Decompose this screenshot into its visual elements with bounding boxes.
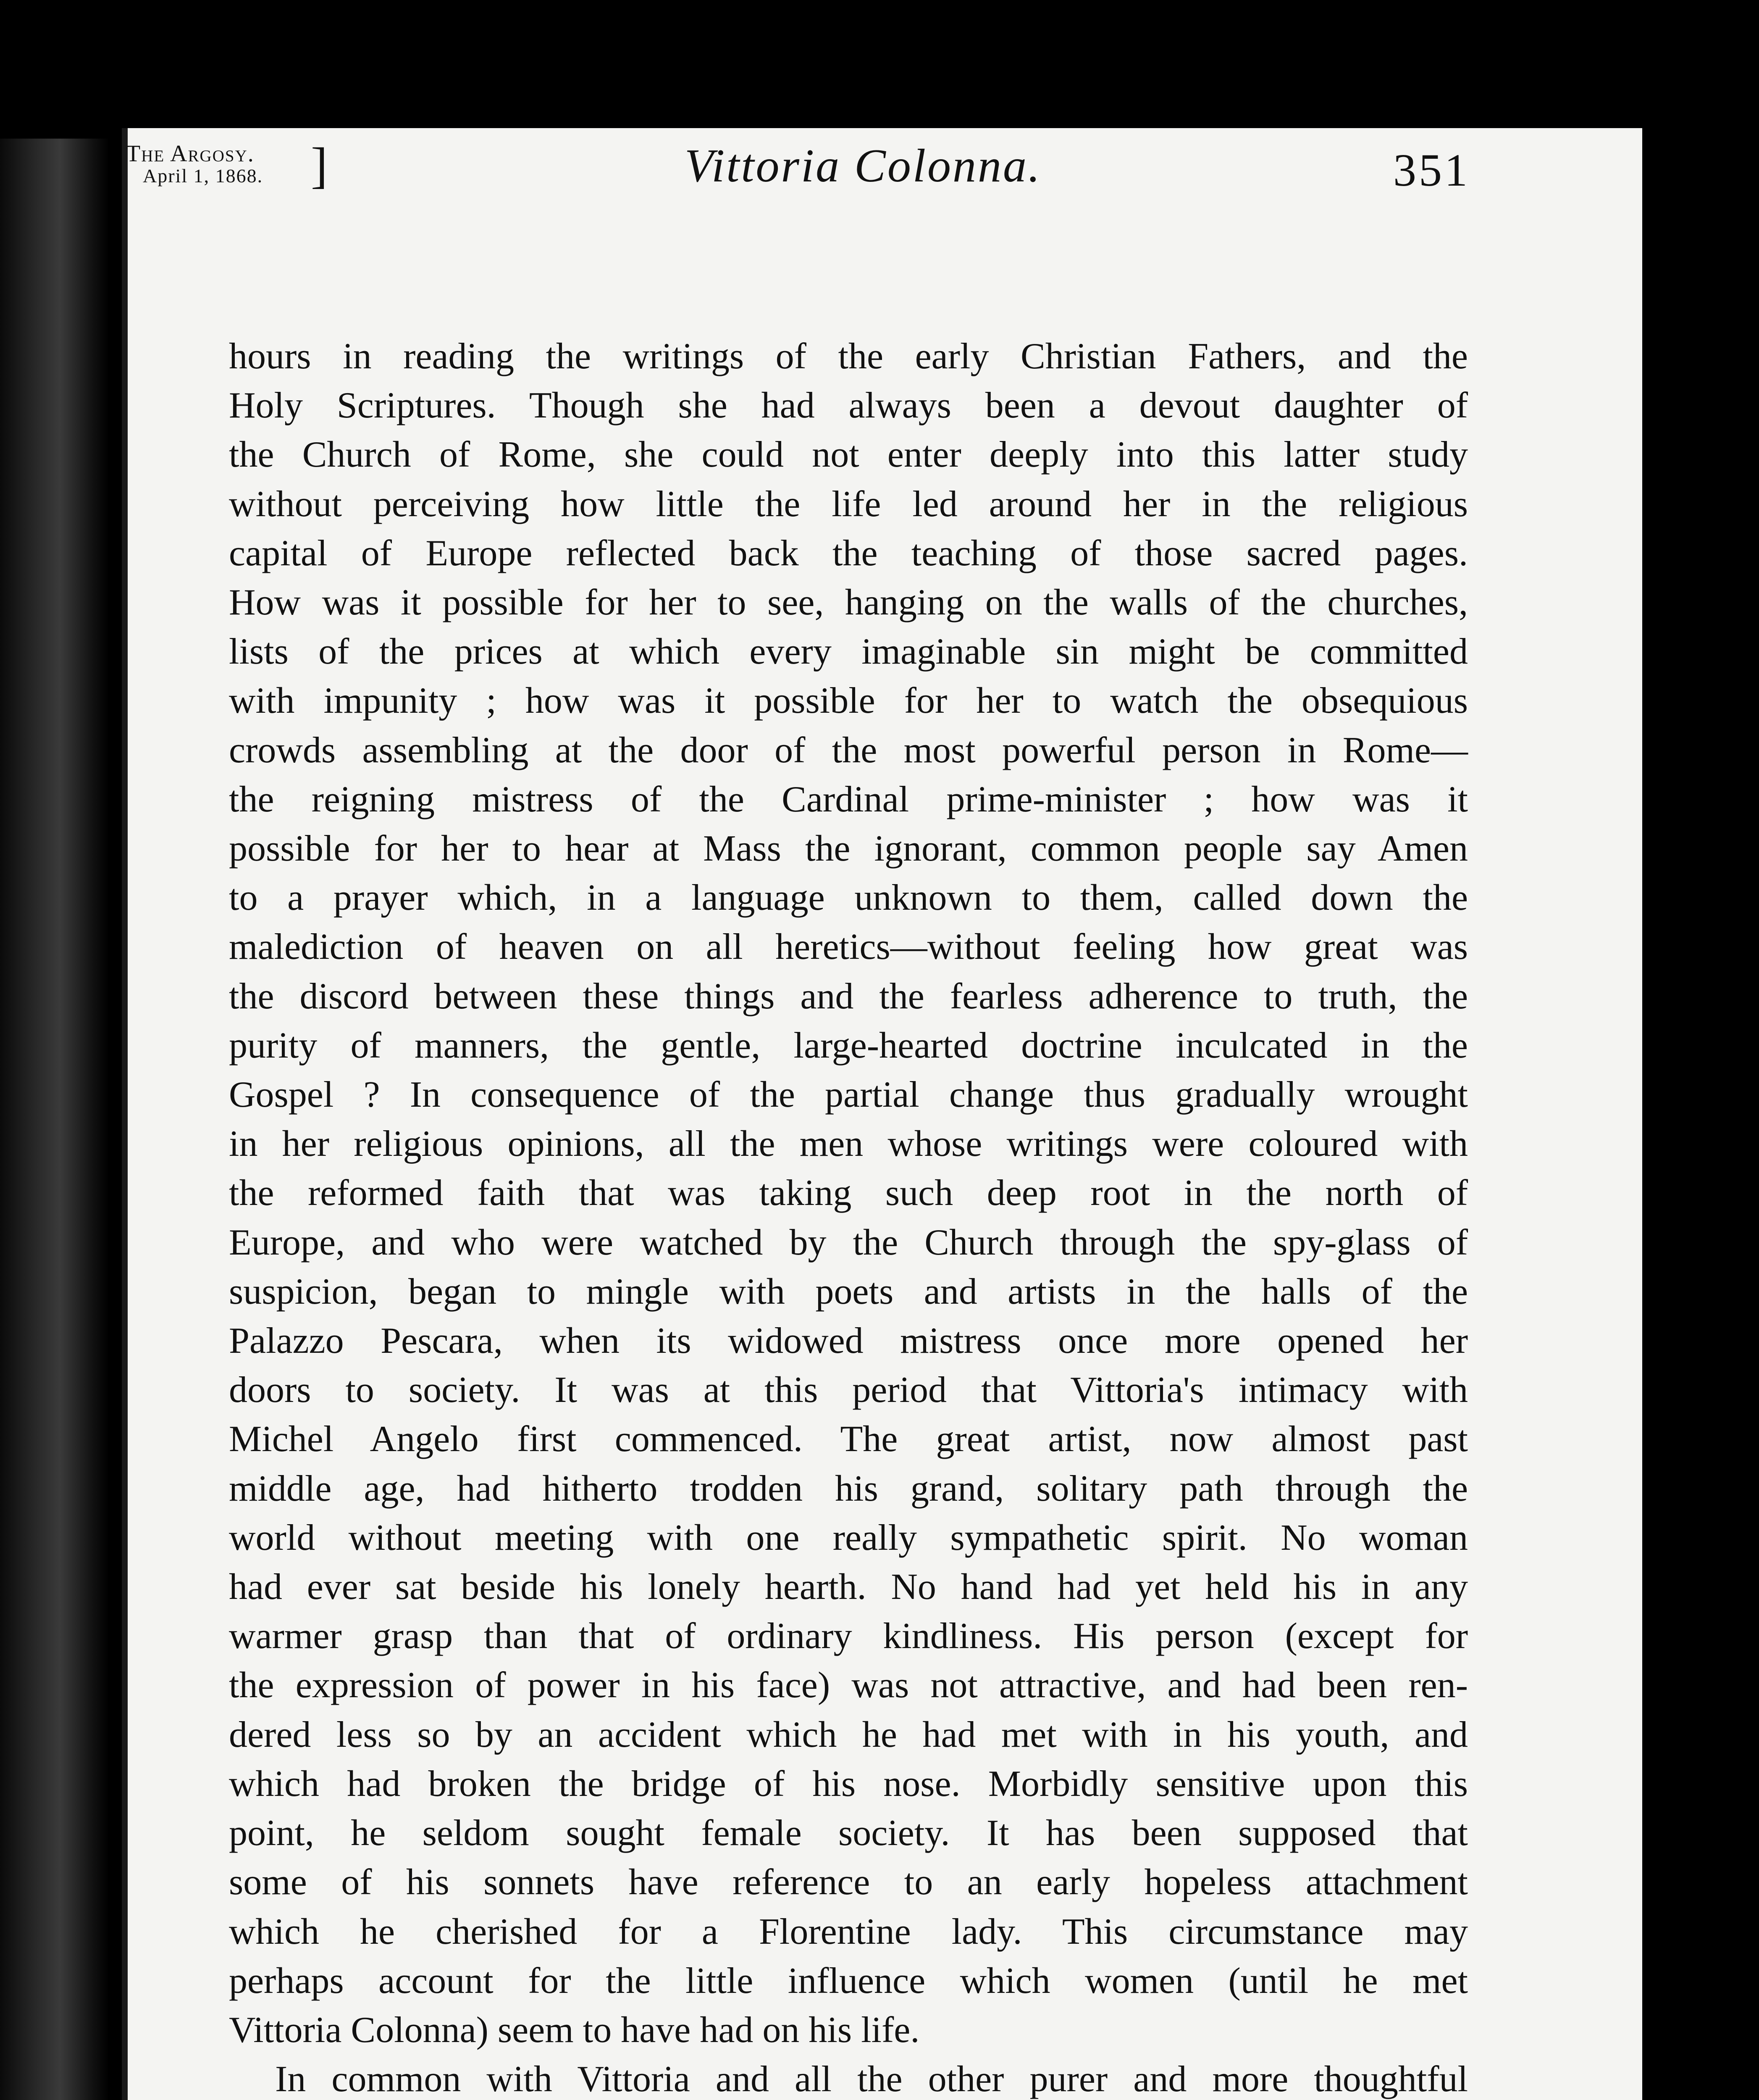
text-line: warmer grasp than that of ordinary kindliness. His person (except for (229, 1616, 1468, 1657)
text-line: point, he seldom sought female society. It has been supposed that (229, 1813, 1468, 1854)
text-line: had ever sat beside his lonely hearth. No hand had yet held his in any (229, 1567, 1468, 1608)
page-number: 351 (1393, 144, 1470, 196)
text-line: In common with Vittoria and all the other purer and more thoughtful (275, 2059, 1468, 2100)
source-bracket: ] (311, 137, 328, 193)
text-line: crowds assembling at the door of the most powerful person in Rome— (229, 730, 1468, 771)
text-line: the reformed faith that was taking such deep root in the north of (229, 1173, 1468, 1214)
text-line: suspicion, began to mingle with poets and artists in the halls of the (229, 1271, 1468, 1312)
text-line: Vittoria Colonna) seem to have had on his life. (229, 2009, 920, 2050)
text-line: middle age, had hitherto trodden his grand, solitary path through the (229, 1468, 1468, 1509)
text-line: some of his sonnets have reference to an early hopeless attachment (229, 1862, 1468, 1903)
text-line: the reigning mistress of the Cardinal prime-minister ; how was it (229, 779, 1468, 820)
text-line: Holy Scriptures. Though she had always been a devout daughter of (229, 385, 1468, 426)
text-line: lists of the prices at which every imaginable sin might be committed (229, 631, 1468, 672)
text-line: to a prayer which, in a language unknown to them, called down the (229, 877, 1468, 919)
facing-page-edge (0, 139, 109, 2100)
text-line: malediction of heaven on all heretics—without feeling how great was (229, 927, 1468, 968)
text-line: purity of manners, the gentle, large-hearted doctrine inculcated in the (229, 1025, 1468, 1066)
text-line: world without meeting with one really sympathetic spirit. No woman (229, 1517, 1468, 1558)
issue-date: April 1, 1868. (143, 165, 263, 186)
text-line: without perceiving how little the life led around her in the religious (229, 483, 1468, 525)
text-line: the expression of power in his face) was not attractive, and had been ren- (229, 1665, 1468, 1706)
text-line: doors to society. It was at this period that Vittoria's intimacy with (229, 1370, 1468, 1411)
running-head (126, 139, 1470, 202)
text-line: perhaps account for the little influence which women (until he met (229, 1960, 1468, 2001)
paragraph-2 (229, 2055, 1468, 2100)
text-line: Gospel ? In consequence of the partial change thus gradually wrought (229, 1074, 1468, 1116)
text-line: which had broken the bridge of his nose. Morbidly sensitive upon this (229, 1763, 1468, 1804)
text-line: in her religious opinions, all the men whose writings were coloured with (229, 1124, 1468, 1165)
text-line: hours in reading the writings of the early Christian Fathers, and the (229, 336, 1468, 377)
text-line: the discord between these things and the fearless adherence to truth, the (229, 976, 1468, 1017)
text-line: capital of Europe reflected back the teaching of those sacred pages. (229, 533, 1468, 574)
text-line: dered less so by an accident which he had met with in his youth, and (229, 1714, 1468, 1755)
text-line: Michel Angelo first commenced. The great artist, now almost past (229, 1419, 1468, 1460)
paragraph-1 (229, 332, 1468, 2055)
text-line: possible for her to hear at Mass the ignorant, common people say Amen (229, 828, 1468, 869)
text-line: Palazzo Pescara, when its widowed mistress once more opened her (229, 1320, 1468, 1362)
text-line: How was it possible for her to see, hanging on the walls of the churches, (229, 582, 1468, 623)
text-line: which he cherished for a Florentine lady. This circumstance may (229, 1911, 1468, 1952)
periodical-name: The Argosy. (126, 141, 255, 167)
text-line: Europe, and who were watched by the Church through the spy-glass of (229, 1222, 1468, 1263)
article-title: Vittoria Colonna. (685, 140, 1042, 192)
periodical-source (126, 137, 328, 193)
text-line: the Church of Rome, she could not enter deeply into this latter study (229, 434, 1468, 475)
text-line: with impunity ; how was it possible for her to watch the obsequious (229, 680, 1468, 722)
body-text (229, 332, 1468, 2100)
